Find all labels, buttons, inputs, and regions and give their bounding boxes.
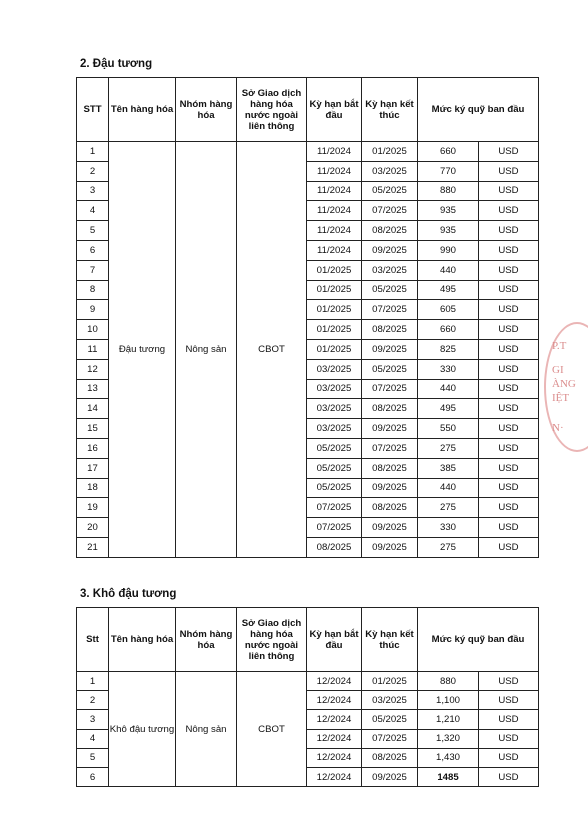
margin-amount: 1,210 (418, 710, 479, 729)
currency-unit: USD (479, 161, 539, 181)
start-term: 11/2024 (307, 221, 362, 241)
margin-amount: 1,320 (418, 729, 479, 748)
row-stt: 9 (77, 300, 109, 320)
end-term: 07/2025 (362, 379, 418, 399)
end-term: 09/2025 (362, 478, 418, 498)
end-term: 05/2025 (362, 181, 418, 201)
margin-amount: 935 (418, 221, 479, 241)
currency-unit: USD (479, 142, 539, 162)
start-term: 01/2025 (307, 320, 362, 340)
row-stt: 14 (77, 399, 109, 419)
table-row (77, 142, 539, 162)
margin-amount: 605 (418, 300, 479, 320)
end-term: 05/2025 (362, 710, 418, 729)
end-term: 09/2025 (362, 767, 418, 786)
end-term: 08/2025 (362, 221, 418, 241)
margin-amount: 990 (418, 240, 479, 260)
currency-unit: USD (479, 767, 539, 786)
red-seal-stamp (544, 322, 588, 452)
exchange-cell: CBOT (237, 672, 307, 787)
start-term: 01/2025 (307, 300, 362, 320)
currency-unit: USD (479, 399, 539, 419)
currency-unit: USD (479, 672, 539, 691)
start-term: 01/2025 (307, 280, 362, 300)
margin-amount: 1,430 (418, 748, 479, 767)
row-stt: 18 (77, 478, 109, 498)
end-term: 08/2025 (362, 748, 418, 767)
margin-amount: 385 (418, 458, 479, 478)
start-term: 12/2024 (307, 729, 362, 748)
start-term: 03/2025 (307, 359, 362, 379)
margin-amount: 880 (418, 672, 479, 691)
row-stt: 6 (77, 240, 109, 260)
start-term: 03/2025 (307, 399, 362, 419)
section-title-dau-tuong: 2. Đậu tương (80, 58, 153, 70)
end-term: 08/2025 (362, 320, 418, 340)
start-term: 05/2025 (307, 458, 362, 478)
start-term: 12/2024 (307, 710, 362, 729)
header-group: Nhóm hàng hóa (176, 78, 237, 142)
row-stt: 15 (77, 419, 109, 439)
margin-table-kho-dau-tuong (76, 607, 539, 787)
header-commodity: Tên hàng hóa (109, 78, 176, 142)
start-term: 12/2024 (307, 691, 362, 710)
currency-unit: USD (479, 478, 539, 498)
row-stt: 1 (77, 142, 109, 162)
margin-amount: 330 (418, 518, 479, 538)
stamp-text: P.T (552, 340, 567, 352)
end-term: 07/2025 (362, 300, 418, 320)
start-term: 05/2025 (307, 438, 362, 458)
margin-amount: 275 (418, 438, 479, 458)
currency-unit: USD (479, 419, 539, 439)
currency-unit: USD (479, 748, 539, 767)
margin-amount: 550 (418, 419, 479, 439)
currency-unit: USD (479, 498, 539, 518)
row-stt: 10 (77, 320, 109, 340)
end-term: 09/2025 (362, 419, 418, 439)
header-commodity: Tên hàng hóa (109, 608, 176, 672)
start-term: 07/2025 (307, 498, 362, 518)
start-term: 11/2024 (307, 201, 362, 221)
end-term: 08/2025 (362, 498, 418, 518)
row-stt: 19 (77, 498, 109, 518)
start-term: 05/2025 (307, 478, 362, 498)
exchange-cell: CBOT (237, 142, 307, 558)
row-stt: 3 (77, 710, 109, 729)
start-term: 11/2024 (307, 142, 362, 162)
header-group: Nhóm hàng hóa (176, 608, 237, 672)
margin-amount: 495 (418, 280, 479, 300)
currency-unit: USD (479, 458, 539, 478)
currency-unit: USD (479, 300, 539, 320)
start-term: 11/2024 (307, 181, 362, 201)
margin-amount: 660 (418, 320, 479, 340)
commodity-cell: Khô đậu tương (109, 672, 176, 787)
end-term: 07/2025 (362, 729, 418, 748)
currency-unit: USD (479, 339, 539, 359)
start-term: 08/2025 (307, 537, 362, 557)
row-stt: 5 (77, 221, 109, 241)
currency-unit: USD (479, 691, 539, 710)
margin-amount: 825 (418, 339, 479, 359)
end-term: 03/2025 (362, 691, 418, 710)
end-term: 01/2025 (362, 142, 418, 162)
row-stt: 4 (77, 729, 109, 748)
row-stt: 12 (77, 359, 109, 379)
end-term: 08/2025 (362, 399, 418, 419)
currency-unit: USD (479, 201, 539, 221)
end-term: 05/2025 (362, 280, 418, 300)
currency-unit: USD (479, 729, 539, 748)
end-term: 09/2025 (362, 240, 418, 260)
group-cell: Nông sản (176, 142, 237, 558)
commodity-cell: Đậu tương (109, 142, 176, 558)
row-stt: 4 (77, 201, 109, 221)
header-margin: Mức ký quỹ ban đầu (418, 78, 539, 142)
end-term: 07/2025 (362, 438, 418, 458)
currency-unit: USD (479, 710, 539, 729)
header-start: Kỳ hạn bắt đầu (307, 78, 362, 142)
start-term: 03/2025 (307, 379, 362, 399)
currency-unit: USD (479, 181, 539, 201)
header-margin: Mức ký quỹ ban đầu (418, 608, 539, 672)
end-term: 05/2025 (362, 359, 418, 379)
margin-amount: 880 (418, 181, 479, 201)
margin-amount: 440 (418, 379, 479, 399)
start-term: 07/2025 (307, 518, 362, 538)
table-row (77, 672, 539, 691)
row-stt: 21 (77, 537, 109, 557)
margin-amount: 660 (418, 142, 479, 162)
margin-amount: 440 (418, 478, 479, 498)
currency-unit: USD (479, 359, 539, 379)
section-title-kho-dau-tuong: 3. Khô đậu tương (80, 588, 177, 600)
start-term: 01/2025 (307, 260, 362, 280)
start-term: 11/2024 (307, 161, 362, 181)
currency-unit: USD (479, 320, 539, 340)
margin-amount: 275 (418, 498, 479, 518)
margin-amount: 275 (418, 537, 479, 557)
row-stt: 8 (77, 280, 109, 300)
header-end: Kỳ hạn kết thúc (362, 78, 418, 142)
end-term: 07/2025 (362, 201, 418, 221)
stamp-text: ÀNG (552, 378, 576, 390)
row-stt: 7 (77, 260, 109, 280)
header-exchange: Sở Giao dịch hàng hóa nước ngoài liên thông (237, 78, 307, 142)
currency-unit: USD (479, 518, 539, 538)
header-exchange: Sở Giao dịch hàng hóa nước ngoài liên thông (237, 608, 307, 672)
row-stt: 16 (77, 438, 109, 458)
end-term: 09/2025 (362, 339, 418, 359)
row-stt: 17 (77, 458, 109, 478)
end-term: 01/2025 (362, 672, 418, 691)
end-term: 09/2025 (362, 537, 418, 557)
row-stt: 2 (77, 691, 109, 710)
header-end: Kỳ hạn kết thúc (362, 608, 418, 672)
margin-table-dau-tuong (76, 77, 539, 558)
margin-amount: 330 (418, 359, 479, 379)
start-term: 12/2024 (307, 748, 362, 767)
end-term: 08/2025 (362, 458, 418, 478)
row-stt: 2 (77, 161, 109, 181)
stamp-text: IỆT (552, 392, 570, 404)
row-stt: 6 (77, 767, 109, 786)
currency-unit: USD (479, 260, 539, 280)
margin-amount: 440 (418, 260, 479, 280)
header-start: Kỳ hạn bắt đầu (307, 608, 362, 672)
currency-unit: USD (479, 379, 539, 399)
end-term: 09/2025 (362, 518, 418, 538)
start-term: 03/2025 (307, 419, 362, 439)
start-term: 12/2024 (307, 672, 362, 691)
margin-amount: 935 (418, 201, 479, 221)
stamp-text: GI (552, 364, 564, 376)
margin-amount: 1485 (418, 767, 479, 786)
margin-amount: 770 (418, 161, 479, 181)
row-stt: 20 (77, 518, 109, 538)
row-stt: 11 (77, 339, 109, 359)
margin-amount: 1,100 (418, 691, 479, 710)
start-term: 01/2025 (307, 339, 362, 359)
currency-unit: USD (479, 221, 539, 241)
end-term: 03/2025 (362, 260, 418, 280)
margin-amount: 495 (418, 399, 479, 419)
start-term: 12/2024 (307, 767, 362, 786)
end-term: 03/2025 (362, 161, 418, 181)
start-term: 11/2024 (307, 240, 362, 260)
currency-unit: USD (479, 537, 539, 557)
header-stt: Stt (77, 608, 109, 672)
row-stt: 5 (77, 748, 109, 767)
header-stt: STT (77, 78, 109, 142)
currency-unit: USD (479, 240, 539, 260)
row-stt: 13 (77, 379, 109, 399)
currency-unit: USD (479, 280, 539, 300)
currency-unit: USD (479, 438, 539, 458)
row-stt: 3 (77, 181, 109, 201)
group-cell: Nông sản (176, 672, 237, 787)
stamp-text: N· (552, 422, 564, 434)
row-stt: 1 (77, 672, 109, 691)
